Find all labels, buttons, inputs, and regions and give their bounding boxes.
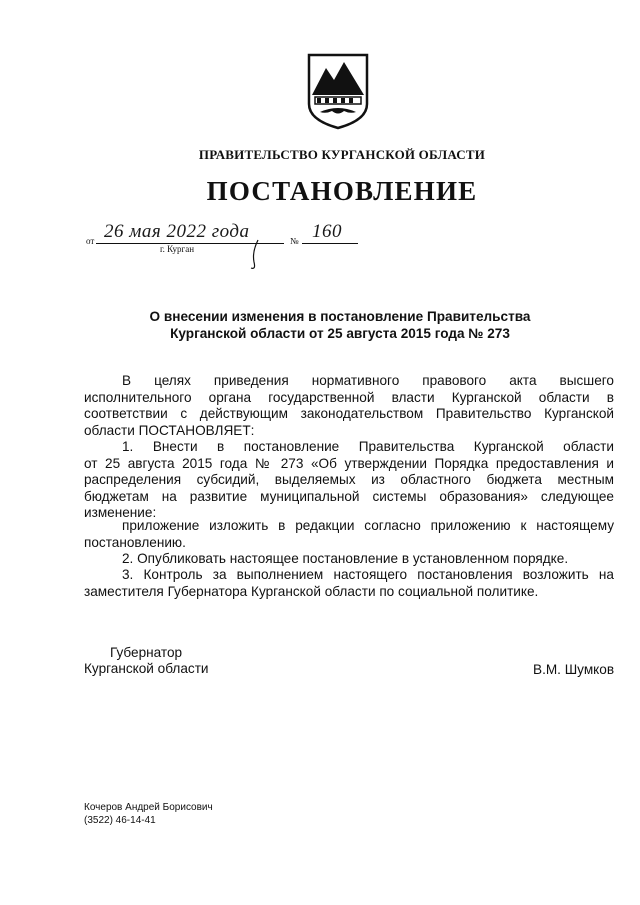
executor-name: Кочеров Андрей Борисович	[84, 802, 213, 813]
text-line: 1. Внести в постановление Правительства Курганской области	[122, 439, 614, 454]
text-line: области ПОСТАНОВЛЯЕТ:	[84, 422, 255, 438]
city-label: г. Курган	[160, 244, 195, 254]
signatory-name: В.М. Шумков	[533, 662, 615, 677]
date-prefix: от	[86, 236, 95, 246]
handwritten-date: 26 мая 2022 года	[104, 221, 250, 242]
text-line: заместителя Губернатора Курганской области по социальной политике.	[84, 583, 539, 599]
text-line: изменение:	[84, 505, 157, 520]
item-3-paragraph	[84, 567, 614, 600]
text-line: распределения субсидий, выделяемых из областного бюджета местным	[84, 472, 614, 487]
number-underline	[302, 243, 358, 244]
text-line: 3. Контроль за выполнением настоящего постановления возложить на	[122, 567, 614, 582]
signatory-region: Курганской области	[84, 661, 209, 676]
document-type-heading: ПОСТАНОВЛЕНИЕ	[206, 176, 478, 206]
text-line: приложение изложить в редакции согласно приложению к настоящему	[122, 518, 614, 533]
text-line: В целях приведения нормативного правового акта высшего	[122, 373, 614, 388]
text-line: бюджетам на развитие муниципальной системы образования» следующее	[84, 488, 614, 504]
item-1-change-paragraph	[84, 518, 614, 551]
text-line: 2. Опубликовать настоящее постановление в установленном порядке.	[122, 551, 569, 566]
title-line: Курганской области от 25 августа 2015 года № 273	[170, 326, 510, 341]
text-line: соответствии с действующим законодательством Правительство Курганской	[84, 406, 614, 421]
title-line: О внесении изменения в постановление Правительства	[149, 309, 531, 324]
text-line: исполнительного органа государственной власти Курганской области в	[84, 389, 614, 405]
handwritten-number: 160	[312, 221, 342, 242]
item-2-paragraph	[84, 551, 614, 568]
executor-phone: (3522) 46-14-41	[84, 815, 156, 826]
coat-of-arms-emblem	[306, 52, 370, 130]
government-name: ПРАВИТЕЛЬСТВО КУРГАНСКОЙ ОБЛАСТИ	[198, 147, 486, 162]
signatory-position: Губернатор	[110, 645, 183, 660]
text-line: от 25 августа 2015 года № 273 «Об утверждении Порядка предоставления и	[84, 455, 614, 471]
item-1-paragraph	[84, 439, 614, 522]
preamble-paragraph	[84, 373, 614, 439]
document-title	[140, 308, 540, 342]
text-line: постановлению.	[84, 534, 186, 550]
handwritten-flourish	[248, 238, 264, 272]
number-prefix: №	[290, 236, 299, 246]
